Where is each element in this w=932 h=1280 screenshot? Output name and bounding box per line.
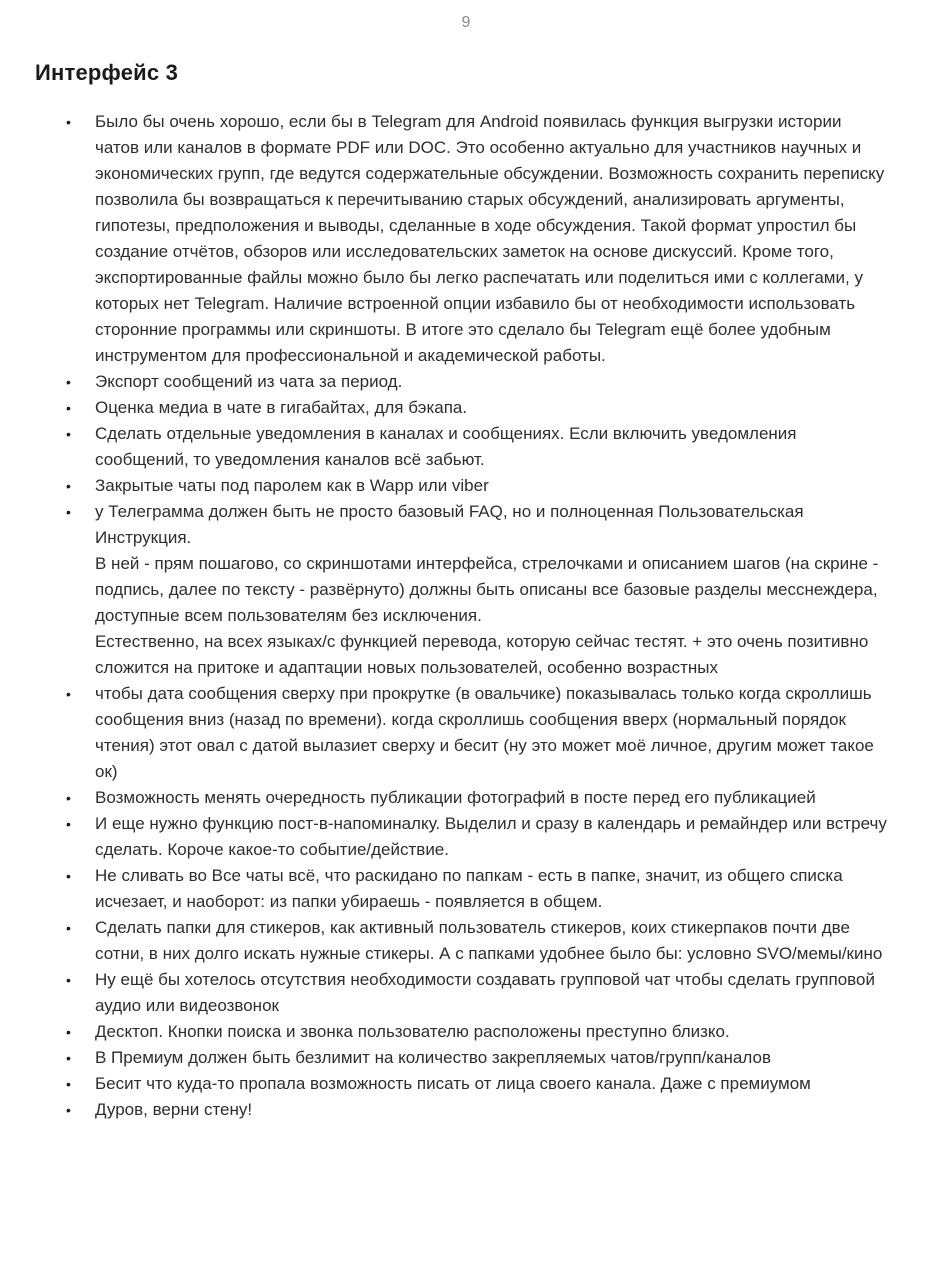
list-item — [66, 109, 887, 369]
bullet-paragraph: Не сливать во Все чаты всё, что раскидано по папкам - есть в папке, значит, из общего списка исчезает, и наоборот: из папки убираешь - появляется в общем. — [95, 866, 843, 911]
bullet-paragraph: В Премиум должен быть безлимит на количество закрепляемых чатов/групп/каналов — [95, 1048, 771, 1067]
list-item — [66, 421, 887, 473]
list-item — [66, 395, 887, 421]
bullet-paragraph: Десктоп. Кнопки поиска и звонка пользователю расположены преступно близко. — [95, 1022, 730, 1041]
bullet-paragraph: Ну ещё бы хотелось отсутствия необходимости создавать групповой чат чтобы сделать групповой аудио или видеозвонок — [95, 970, 875, 1015]
list-item — [66, 369, 887, 395]
bullet-paragraph: Экспорт сообщений из чата за период. — [95, 372, 403, 391]
bullet-icon: • — [66, 400, 71, 416]
list-item — [66, 1045, 887, 1071]
bullet-paragraph: Дуров, верни стену! — [95, 1100, 253, 1119]
bullet-icon: • — [66, 686, 71, 702]
list-item — [66, 473, 887, 499]
list-item — [66, 967, 887, 1019]
bullet-icon: • — [66, 374, 71, 390]
bullet-icon: • — [66, 426, 71, 442]
bullet-icon: • — [66, 114, 71, 130]
list-item — [66, 1019, 887, 1045]
bullet-paragraph: Возможность менять очередность публикации фотографий в посте перед его публикацией — [95, 788, 816, 807]
bullet-icon: • — [66, 1076, 71, 1092]
bullet-paragraph: Бесит что куда-то пропала возможность писать от лица своего канала. Даже с премиумом — [95, 1074, 811, 1093]
bullet-icon: • — [66, 972, 71, 988]
bullet-icon: • — [66, 1024, 71, 1040]
bullet-paragraph: Было бы очень хорошо, если бы в Telegram для Android появилась функция выгрузки истории чатов или каналов в формате PDF или DOC. Это особенно актуально для участников научных и экономических групп, где ведутся содержательные обсуждении. Возможность сохранить переписку позволила бы возвращаться к перечитыванию старых обсуждений, анализировать аргументы, гипотезы, предположения и выводы, сделанные в ходе обсуждения. Такой формат упростил бы создание отчётов, обзоров или исследовательских заметок на основе дискуссий. Кроме того, экспортированные файлы можно было бы легко распечатать или поделиться ими с коллегами, у которых нет Telegram. Наличие встроенной опции избавило бы от необходимости использовать сторонние программы или скриншоты. В итоге это сделало бы Telegram ещё более удобным инструментом для профессиональной и академической работы. — [95, 112, 885, 365]
list-item — [66, 863, 887, 915]
bullet-icon: • — [66, 816, 71, 832]
bullet-icon: • — [66, 1102, 71, 1118]
page-title: Интерфейс 3 — [35, 60, 179, 85]
list-item — [66, 499, 887, 681]
page-number: 9 — [461, 14, 471, 31]
bullet-paragraph: Естественно, на всех языках/с функцией перевода, которую сейчас тестят. + это очень позитивно сложится на притоке и адаптации новых пользователей, особенно возрастных — [95, 632, 869, 677]
bullet-paragraph: Сделать папки для стикеров, как активный пользователь стикеров, коих стикерпаков почти две сотни, в них долго искать нужные стикеры. А с папками удобнее было бы: условно SVO/мемы/кино — [95, 918, 883, 963]
bullet-icon: • — [66, 504, 71, 520]
bullet-icon: • — [66, 478, 71, 494]
bullet-icon: • — [66, 920, 71, 936]
list-item — [66, 811, 887, 863]
list-item — [66, 681, 887, 785]
bullet-paragraph: Оценка медиа в чате в гигабайтах, для бэкапа. — [95, 398, 468, 417]
bullet-paragraph: В ней - прям пошагово, со скриншотами интерфейса, стрелочками и описанием шагов (на скрине - подпись, далее по тексту - развёрнуто) должны быть описаны все базовые разделы месснеждера, доступные всем пользователям без исключения. — [95, 554, 879, 625]
bullet-paragraph: чтобы дата сообщения сверху при прокрутке (в овальчике) показывалась только когда скроллишь сообщения вниз (назад по времени). когда скроллишь сообщения вверх (нормальный порядок чтения) этот овал с датой вылазиет сверху и бесит (ну это может моё личное, другим может такое ок) — [95, 684, 874, 781]
bullet-icon: • — [66, 868, 71, 884]
bullet-paragraph: у Телеграмма должен быть не просто базовый FAQ, но и полноценная Пользовательская Инструкция. — [95, 502, 804, 547]
bullet-list — [66, 109, 887, 1123]
bullet-icon: • — [66, 790, 71, 806]
list-item — [66, 785, 887, 811]
bullet-icon: • — [66, 1050, 71, 1066]
bullet-paragraph: И еще нужно функцию пост-в-напоминалку. Выделил и сразу в календарь и ремайндер или встречу сделать. Короче какое-то событие/действие. — [95, 814, 887, 859]
list-item — [66, 1097, 887, 1123]
bullet-paragraph: Сделать отдельные уведомления в каналах и сообщениях. Если включить уведомления сообщений, то уведомления каналов всё забьют. — [95, 424, 797, 469]
list-item — [66, 915, 887, 967]
bullet-paragraph: Закрытые чаты под паролем как в Wapp или viber — [95, 476, 489, 495]
list-item — [66, 1071, 887, 1097]
